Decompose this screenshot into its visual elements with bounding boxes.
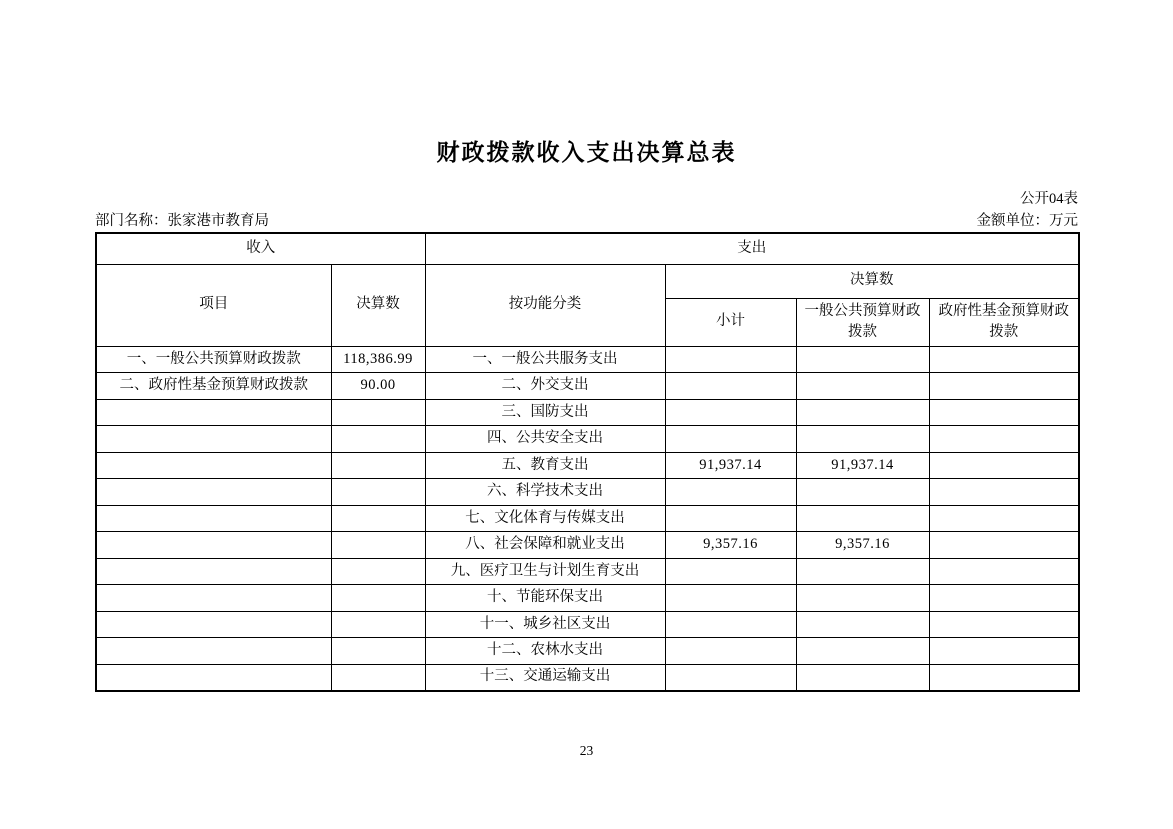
expense-subtotal-cell [665,505,796,532]
expense-subtotal-cell [665,611,796,638]
expense-general-cell [796,479,929,506]
table-row [96,638,1079,665]
expense-general-cell [796,585,929,612]
table-row [96,452,1079,479]
table-row [96,426,1079,453]
expense-fund-cell [929,479,1079,506]
expense-general-cell [796,664,929,691]
expense-item-cell: 十一、城乡社区支出 [425,611,665,638]
table-row [96,479,1079,506]
table-row [96,346,1079,373]
table-row [96,664,1079,691]
expense-fund-cell [929,558,1079,585]
expense-item-cell: 五、教育支出 [425,452,665,479]
expense-fund-cell [929,611,1079,638]
income-amount-cell: 90.00 [331,373,425,400]
table-code-label: 公开04表 [1020,191,1078,207]
expense-fund-cell [929,452,1079,479]
income-item-cell [96,558,331,585]
income-amount-cell [331,426,425,453]
expense-subtotal-cell [665,479,796,506]
table-row [96,558,1079,585]
income-item-cell [96,479,331,506]
income-amount-cell [331,585,425,612]
income-amount-cell: 118,386.99 [331,346,425,373]
expense-item-cell: 六、科学技术支出 [425,479,665,506]
header-government-fund-budget: 政府性基金预算财政拨款 [929,298,1079,346]
header-expenditure: 支出 [425,233,1079,264]
expense-subtotal-cell [665,664,796,691]
income-amount-cell [331,452,425,479]
expense-item-cell: 一、一般公共服务支出 [425,346,665,373]
income-amount-cell [331,505,425,532]
header-row-groups [96,264,1079,298]
meta-row [95,209,1078,230]
expense-subtotal-cell [665,346,796,373]
income-item-cell [96,505,331,532]
expense-fund-cell [929,585,1079,612]
expense-general-cell [796,505,929,532]
header-general-public-budget: 一般公共预算财政拨款 [796,298,929,346]
income-item-cell: 一、一般公共预算财政拨款 [96,346,331,373]
expense-fund-cell [929,426,1079,453]
expense-item-cell: 十、节能环保支出 [425,585,665,612]
income-item-cell [96,638,331,665]
unit-label: 金额单位：万元 [976,213,1078,229]
expense-fund-cell [929,664,1079,691]
expense-general-cell [796,558,929,585]
fiscal-appropriation-table [95,232,1080,692]
expense-fund-cell [929,532,1079,559]
expense-item-cell: 二、外交支出 [425,373,665,400]
expense-item-cell: 八、社会保障和就业支出 [425,532,665,559]
table-row [96,373,1079,400]
income-item-cell [96,399,331,426]
expense-general-cell: 91,937.14 [796,452,929,479]
page-number: 23 [579,743,594,758]
income-item-cell [96,664,331,691]
header-revenue: 收入 [96,233,425,264]
expense-general-cell: 9,357.16 [796,532,929,559]
expense-general-cell [796,611,929,638]
expense-item-cell: 四、公共安全支出 [425,426,665,453]
income-item-cell [96,611,331,638]
expense-item-cell: 十二、农林水支出 [425,638,665,665]
expense-fund-cell [929,638,1079,665]
income-amount-cell [331,532,425,559]
department-value: 张家港市教育局 [167,213,269,229]
income-item-cell [96,452,331,479]
income-amount-cell [331,638,425,665]
expense-item-cell: 十三、交通运输支出 [425,664,665,691]
income-amount-cell [331,664,425,691]
expense-general-cell [796,638,929,665]
expense-item-cell: 三、国防支出 [425,399,665,426]
expense-subtotal-cell: 91,937.14 [665,452,796,479]
expense-subtotal-cell [665,638,796,665]
expense-fund-cell [929,373,1079,400]
table-row [96,505,1079,532]
expense-subtotal-cell: 9,357.16 [665,532,796,559]
expense-general-cell [796,346,929,373]
expense-fund-cell [929,505,1079,532]
expense-item-cell: 七、文化体育与传媒支出 [425,505,665,532]
header-by-function: 按功能分类 [425,264,665,346]
header-income-final-amount: 决算数 [331,264,425,346]
expense-general-cell [796,426,929,453]
table-row [96,399,1079,426]
page-title: 财政拨款收入支出决算总表 [436,140,737,165]
income-amount-cell [331,399,425,426]
table-row [96,585,1079,612]
header-row-sections [96,233,1079,264]
expense-item-cell: 九、医疗卫生与计划生育支出 [425,558,665,585]
income-amount-cell [331,479,425,506]
expense-fund-cell [929,346,1079,373]
expense-subtotal-cell [665,426,796,453]
expense-general-cell [796,399,929,426]
income-amount-cell [331,611,425,638]
income-amount-cell [331,558,425,585]
income-item-cell [96,426,331,453]
table-row [96,532,1079,559]
header-item: 项目 [96,264,331,346]
income-item-cell: 二、政府性基金预算财政拨款 [96,373,331,400]
expense-fund-cell [929,399,1079,426]
expense-subtotal-cell [665,399,796,426]
department-label: 部门名称： [95,213,168,229]
income-item-cell [96,532,331,559]
expense-subtotal-cell [665,373,796,400]
expense-subtotal-cell [665,585,796,612]
header-expense-final-amount: 决算数 [665,264,1079,298]
expense-subtotal-cell [665,558,796,585]
table-row [96,611,1079,638]
department-name [95,209,269,230]
header-subtotal: 小计 [665,298,796,346]
income-item-cell [96,585,331,612]
expense-general-cell [796,373,929,400]
